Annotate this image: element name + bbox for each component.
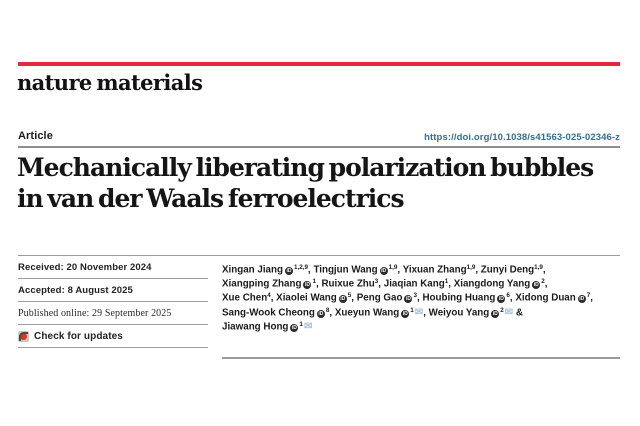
affiliation-superscript: 1,9: [388, 264, 398, 271]
affiliation-superscript: 3: [374, 278, 379, 286]
author-list: [222, 261, 622, 332]
author-name: Xiangping Zhang: [222, 278, 302, 290]
check-for-updates-label: Check for updates: [34, 331, 123, 342]
orcid-icon[interactable]: iD: [304, 282, 310, 289]
email-icon[interactable]: ✉: [303, 321, 313, 333]
journal-wordmark: nature materials: [17, 70, 203, 95]
author-name: ,: [397, 264, 403, 276]
author-name: Sang-Wook Cheong: [222, 307, 315, 319]
affiliation-superscript: 8: [325, 306, 330, 314]
affiliation-superscript: 6: [506, 292, 510, 300]
orcid-icon[interactable]: iD: [533, 282, 539, 289]
author-name: Zunyi Deng: [480, 264, 535, 276]
affiliation-superscript: 5: [347, 292, 352, 300]
author-line: [222, 318, 622, 332]
header-divider: [18, 146, 620, 148]
orcid-icon[interactable]: iD: [318, 310, 324, 317]
author-name: Xue Chen: [222, 292, 268, 304]
author-name: Ruixue Zhu: [321, 278, 375, 290]
author-name: ,: [270, 292, 277, 304]
author-name: ,: [544, 278, 548, 290]
author-name: Tingjun Wang: [313, 264, 378, 276]
author-name: Jiaqian Kang: [383, 278, 445, 290]
author-name: ,: [448, 278, 454, 290]
orcid-icon[interactable]: iD: [340, 296, 346, 303]
author-line: [222, 261, 622, 275]
affiliation-superscript: 7: [586, 292, 591, 300]
orcid-icon[interactable]: iD: [492, 310, 498, 317]
author-name: ,: [351, 292, 357, 304]
affiliation-superscript: 1: [410, 306, 414, 314]
author-name: ,: [307, 264, 314, 276]
doi-link[interactable]: https://doi.org/10.1038/s41563-025-02346-z: [424, 132, 620, 143]
orcid-icon[interactable]: iD: [402, 310, 408, 317]
orcid-icon[interactable]: iD: [498, 296, 504, 303]
crossmark-icon: [18, 331, 29, 342]
author-block-divider: [222, 357, 620, 359]
author-name: Jiawang Hong: [222, 321, 289, 333]
accepted-date: Accepted: 8 August 2025: [18, 279, 208, 302]
affiliation-superscript: 3: [413, 292, 417, 300]
author-name: ,: [416, 292, 423, 304]
author-line: [222, 304, 622, 318]
author-name: Houbing Huang: [422, 292, 496, 304]
author-name: ,: [509, 292, 516, 304]
author-name: ,: [423, 307, 429, 319]
author-name: ,: [590, 292, 593, 304]
dates-column: [18, 256, 208, 348]
author-name: Peng Gao: [356, 292, 403, 304]
author-name: Weiyou Yang: [428, 307, 490, 319]
affiliation-superscript: 1: [444, 278, 449, 286]
affiliation-superscript: 1,9: [534, 264, 543, 271]
paper-title-line1: Mechanically liberating polarization bubbles: [17, 153, 594, 182]
author-name: Yixuan Zhang: [402, 264, 467, 276]
author-name: Xidong Duan: [515, 292, 576, 304]
paper-title: [17, 152, 623, 214]
received-date: Received: 20 November 2024: [18, 256, 208, 279]
author-name: Xiangdong Yang: [453, 278, 531, 290]
author-name: ,: [475, 264, 481, 276]
article-type-label: Article: [18, 130, 53, 142]
affiliation-superscript: 2: [541, 278, 545, 286]
author-name: ,: [329, 307, 335, 319]
author-name: ,: [378, 278, 384, 290]
orcid-icon[interactable]: iD: [579, 296, 585, 303]
author-name: Xingan Jiang: [222, 264, 283, 276]
orcid-icon[interactable]: iD: [381, 268, 387, 274]
affiliation-superscript: 1: [312, 278, 316, 286]
author-line: [222, 289, 622, 303]
brand-red-bar: [18, 62, 620, 66]
author-line: [222, 275, 622, 289]
author-name: Xueyun Wang: [334, 307, 400, 319]
email-icon[interactable]: ✉: [414, 307, 424, 319]
affiliation-superscript: 1,9: [466, 264, 476, 271]
paper-title-line2: in van der Waals ferroelectrics: [17, 184, 404, 213]
author-name: ,: [315, 278, 322, 290]
affiliation-superscript: 1,2,9: [293, 264, 308, 271]
affiliation-superscript: 4: [267, 292, 271, 300]
email-icon[interactable]: ✉: [504, 307, 514, 319]
orcid-icon[interactable]: iD: [405, 296, 411, 303]
affiliation-superscript: 1: [299, 320, 303, 328]
affiliation-superscript: 2: [500, 306, 504, 314]
author-name: Xiaolei Wang: [276, 292, 337, 304]
author-name: ,: [542, 264, 546, 276]
orcid-icon[interactable]: iD: [286, 268, 292, 274]
check-for-updates-button[interactable]: [18, 325, 208, 348]
orcid-icon[interactable]: iD: [291, 324, 297, 331]
author-name: &: [513, 307, 523, 319]
published-online-date: Published online: 29 September 2025: [18, 302, 208, 325]
